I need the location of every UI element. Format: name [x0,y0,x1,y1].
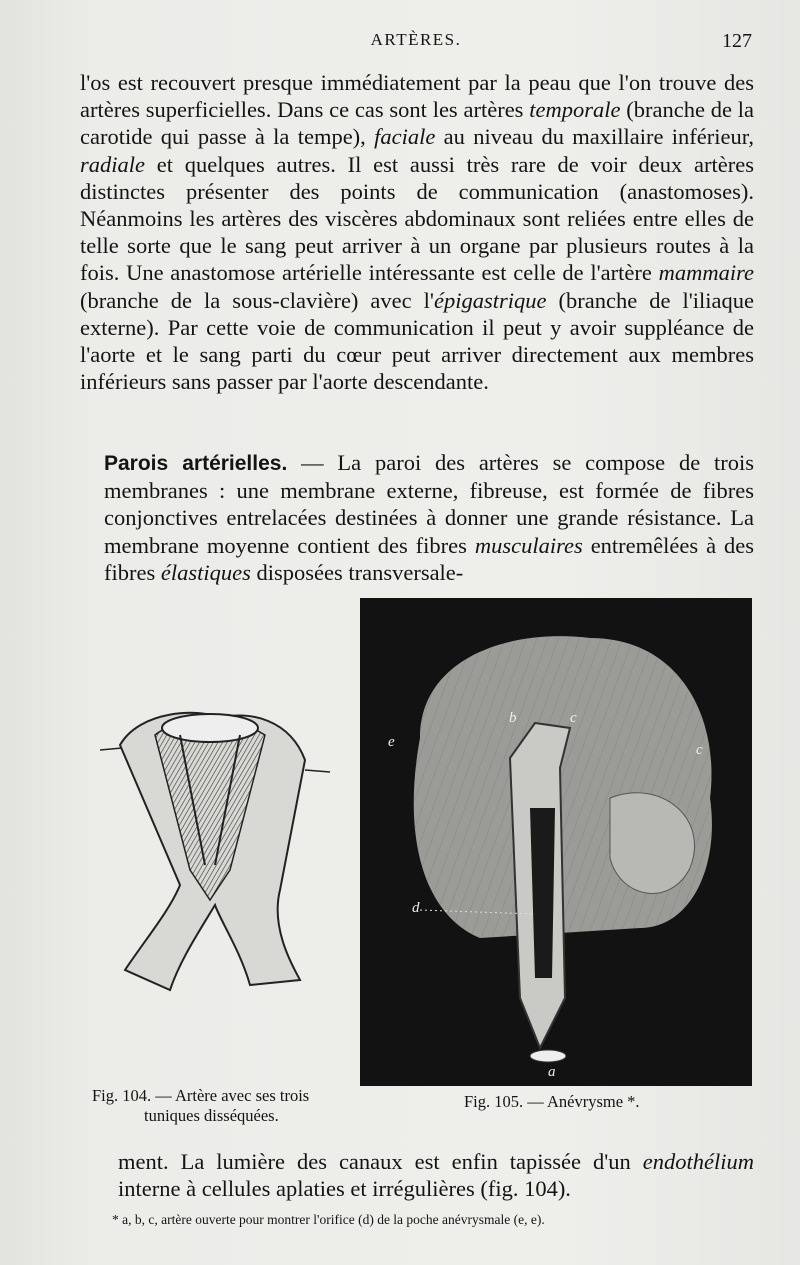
footnote: * a, b, c, artère ouverte pour montrer l'orifice (d) de la poche anévrysmale (e, e). [112,1212,545,1227]
label-b: b [509,710,517,726]
figure-105-aneurysm-illustration [360,598,752,1086]
label-e-left: e [388,734,395,750]
paragraph-anastomoses: l'os est recouvert presque immédiatement par la peau que l'on trouve des artères superficielles. Dans ce cas sont les artères temporale (branche de la carotide qui passe à la tempe), faciale au niveau du maxillaire inférieur, radiale et quelques autres. Il est aussi très rare de voir deux artères distinctes présenter des points de communication (anastomoses). Néanmoins les artères des viscères abdominaux sont reliées entre elles de telle sorte que le sang peut arriver à un organe par plusieurs routes à la fois. Une anastomose artérielle intéressante est celle de l'artère mammaire (branche de la sous-clavière) avec l'épigastrique (branche de l'iliaque externe). Par cette voie de communication il peut y avoir suppléance de l'aorte et le sang parti du cœur peut arriver directement aux membres inférieurs sans passer par l'aorte descendante. [80,70,755,395]
label-e-right: c [696,742,703,758]
paragraph-endothelium: ment. La lumière des canaux est enfin tapissée d'un endothélium interne à cellules aplaties et irrégulières (fig. 104). [118,1149,754,1202]
figure-105-caption: Fig. 105. — Anévrysme *. [464,1092,640,1111]
paragraph-arterial-walls: Parois artérielles. — La paroi des artères se compose de trois membranes : une membrane externe, fibreuse, est formée de fibres conjonctives entrelacées destinées à donner une grande résistance. La membrane moyenne contient des fibres musculaires entremêlées à des fibres élastiques disposées transversale- [104,450,754,585]
page-number: 127 [722,30,752,52]
label-a: a [548,1064,556,1080]
figure-104-caption: Fig. 104. — Artère avec ses trois tuniques disséquées. [92,1086,310,1125]
label-d: d [412,900,420,916]
running-title: ARTÈRES. [370,30,462,49]
section-heading: Parois artérielles. [104,452,288,475]
figure-104-artery-illustration [100,690,330,1010]
label-c: c [570,710,577,726]
page-header [80,30,752,58]
